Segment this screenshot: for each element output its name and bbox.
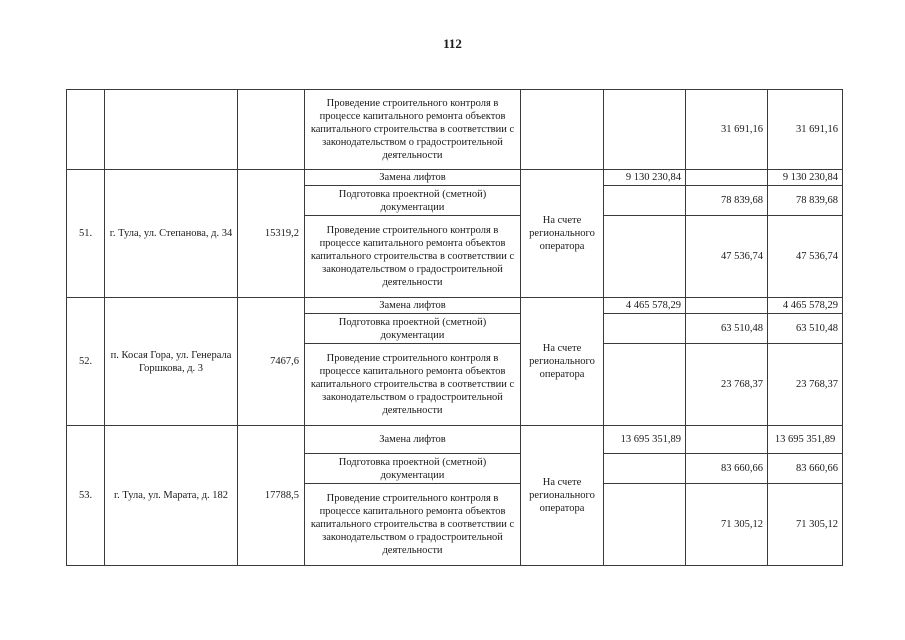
table-row [67, 170, 843, 186]
sum1-cell [604, 314, 686, 344]
num-cell: 51. [67, 170, 105, 298]
sum1-cell [604, 90, 686, 170]
num-cell [67, 90, 105, 170]
address-cell: г. Тула, ул. Степанова, д. 34 [105, 170, 238, 298]
sum2-cell [686, 298, 768, 314]
sum1-cell: 13 695 351,89 [604, 426, 686, 454]
total-cell: 9 130 230,84 [768, 170, 843, 186]
sum1-cell [604, 484, 686, 566]
total-cell: 13 695 351,89 [768, 426, 843, 454]
sum2-cell [686, 170, 768, 186]
total-cell: 31 691,16 [768, 90, 843, 170]
source-cell [521, 90, 604, 170]
num-cell: 52. [67, 298, 105, 426]
total-cell: 71 305,12 [768, 484, 843, 566]
work-type-cell: Проведение строительного контроля в процессе капитального ремонта объектов капитального строительства в соответствии с законодательством о градостроительной деятельности [305, 344, 521, 426]
sum2-cell: 31 691,16 [686, 90, 768, 170]
area-cell: 7467,6 [238, 298, 305, 426]
total-cell: 63 510,48 [768, 314, 843, 344]
address-cell: г. Тула, ул. Марата, д. 182 [105, 426, 238, 566]
total-cell: 47 536,74 [768, 216, 843, 298]
work-type-cell: Подготовка проектной (сметной) документации [305, 186, 521, 216]
address-cell: п. Косая Гора, ул. Генерала Горшкова, д. 3 [105, 298, 238, 426]
work-type-cell: Подготовка проектной (сметной) документации [305, 454, 521, 484]
table-row [67, 426, 843, 454]
work-type-cell: Проведение строительного контроля в процессе капитального ремонта объектов капитального строительства в соответствии с законодательством о градостроительной деятельности [305, 216, 521, 298]
sum2-cell: 63 510,48 [686, 314, 768, 344]
address-cell [105, 90, 238, 170]
total-cell: 78 839,68 [768, 186, 843, 216]
sum2-cell: 47 536,74 [686, 216, 768, 298]
source-cell: На счете регионального оператора [521, 298, 604, 426]
area-cell: 15319,2 [238, 170, 305, 298]
work-type-cell: Замена лифтов [305, 426, 521, 454]
source-cell: На счете регионального оператора [521, 170, 604, 298]
work-type-cell: Проведение строительного контроля в процессе капитального ремонта объектов капитального строительства в соответствии с законодательством о градостроительной деятельности [305, 484, 521, 566]
repair-registry-table [66, 89, 843, 566]
sum1-cell: 4 465 578,29 [604, 298, 686, 314]
sum1-cell [604, 216, 686, 298]
work-type-cell: Замена лифтов [305, 298, 521, 314]
sum2-cell [686, 426, 768, 454]
table-row [67, 298, 843, 314]
num-cell: 53. [67, 426, 105, 566]
work-type-cell: Подготовка проектной (сметной) документации [305, 314, 521, 344]
sum2-cell: 71 305,12 [686, 484, 768, 566]
sum2-cell: 23 768,37 [686, 344, 768, 426]
page-number: 112 [443, 36, 462, 51]
work-type-cell: Проведение строительного контроля в процессе капитального ремонта объектов капитального строительства в соответствии с законодательством о градостроительной деятельности [305, 90, 521, 170]
sum1-cell: 9 130 230,84 [604, 170, 686, 186]
total-cell: 23 768,37 [768, 344, 843, 426]
sum1-cell [604, 186, 686, 216]
total-cell: 4 465 578,29 [768, 298, 843, 314]
area-cell: 17788,5 [238, 426, 305, 566]
area-cell [238, 90, 305, 170]
table-row [67, 90, 843, 170]
sum2-cell: 78 839,68 [686, 186, 768, 216]
source-cell: На счете регионального оператора [521, 426, 604, 566]
sum1-cell [604, 454, 686, 484]
work-type-cell: Замена лифтов [305, 170, 521, 186]
total-cell: 83 660,66 [768, 454, 843, 484]
sum2-cell: 83 660,66 [686, 454, 768, 484]
sum1-cell [604, 344, 686, 426]
